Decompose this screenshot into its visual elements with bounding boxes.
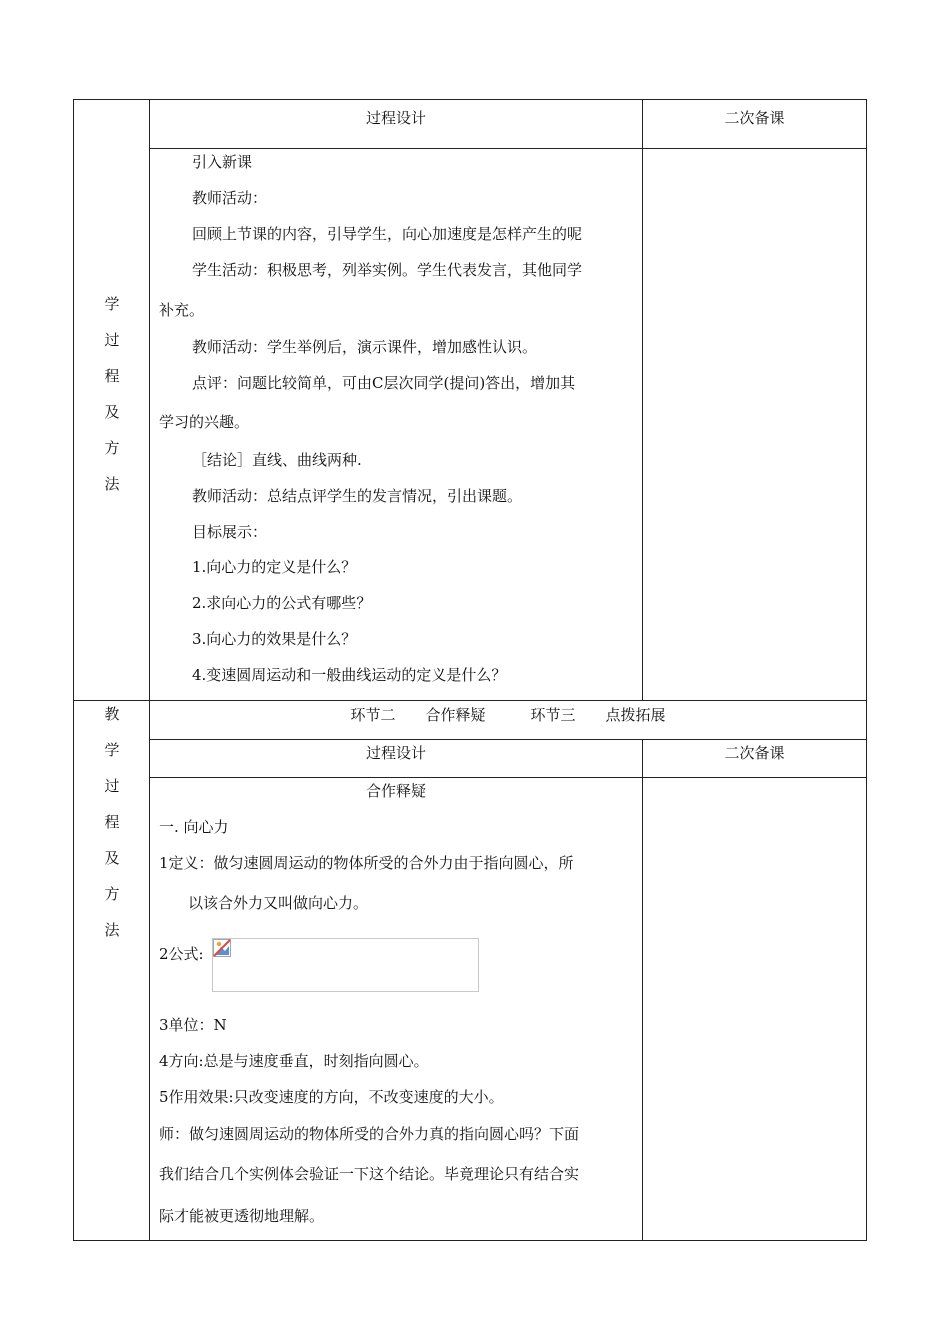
body-line: 际才能被更透彻地理解。	[159, 1207, 325, 1225]
side-label-char: 法	[104, 475, 120, 493]
body-line: 补充。	[159, 301, 205, 319]
column-divider-backup-2	[642, 739, 643, 1241]
side-label-char: 学	[104, 741, 120, 759]
broken-image-icon	[213, 939, 231, 957]
side-label-section1	[102, 286, 122, 502]
body-line: 学生活动：积极思考，列举实例。学生代表发言，其他同学	[192, 261, 583, 279]
table-border-top	[73, 99, 867, 100]
body-line: 1.向心力的定义是什么？	[192, 558, 357, 576]
body-line: 回顾上节课的内容，引导学生，向心加速度是怎样产生的呢	[192, 225, 583, 243]
column-divider-backup-1	[642, 99, 643, 701]
header-secondary-prep: 二次备课	[724, 744, 785, 762]
body-line: 点评：问题比较简单，可由C层次同学(提问)答出，增加其	[192, 374, 576, 392]
body-line: 我们结合几个实例体会验证一下这个结论。毕竟理论只有结合实	[159, 1165, 580, 1183]
side-label-char: 及	[104, 849, 120, 867]
header-process-design: 过程设计	[365, 109, 426, 127]
body-line: 4.变速圆周运动和一般曲线运动的定义是什么？	[192, 666, 507, 684]
body-line: 一. 向心力	[159, 818, 229, 836]
body-line: 教师活动：	[192, 189, 268, 207]
row-divider-header2	[149, 777, 867, 778]
body-line: 引入新课	[192, 153, 253, 171]
stage-title: 环节二 合作释疑 环节三 点拨拓展	[350, 706, 666, 724]
side-label-char: 程	[104, 813, 120, 831]
body-line: 教师活动：总结点评学生的发言情况，引出课题。	[192, 487, 523, 505]
body-line: 以该合外力又叫做向心力。	[188, 894, 369, 912]
side-label-section2	[102, 696, 122, 948]
side-label-char: 过	[104, 777, 120, 795]
side-label-char: 方	[104, 885, 120, 903]
body-line: 1定义：做匀速圆周运动的物体所受的合外力由于指向圆心，所	[159, 854, 574, 872]
table-border-left	[73, 99, 74, 1241]
header-process-design: 过程设计	[365, 744, 426, 762]
body-line: 4方向:总是与速度垂直，时刻指向圆心。	[159, 1052, 429, 1070]
side-label-char: 方	[104, 439, 120, 457]
row-divider-stage	[149, 739, 867, 740]
table-border-bottom	[73, 1240, 867, 1241]
body-line: 学习的兴趣。	[159, 413, 250, 431]
body-line: 2.求向心力的公式有哪些？	[192, 594, 372, 612]
column-divider-label	[149, 99, 150, 1241]
body-line: 3单位：N	[159, 1016, 227, 1034]
body-line: 2公式:	[159, 945, 204, 963]
table-border-right	[866, 99, 867, 1241]
body-line: 目标展示：	[192, 523, 268, 541]
side-label-char: 程	[104, 367, 120, 385]
side-label-char: 教	[104, 705, 120, 723]
body-line: 3.向心力的效果是什么？	[192, 630, 357, 648]
body-line: ［结论］直线、曲线两种.	[192, 451, 362, 469]
body-line: 教师活动：学生举例后，演示课件，增加感性认识。	[192, 338, 538, 356]
header-secondary-prep: 二次备课	[724, 109, 785, 127]
row-divider-header1	[149, 148, 867, 149]
body-line: 师：做匀速圆周运动的物体所受的合外力真的指向圆心吗？下面	[159, 1125, 580, 1143]
side-label-char: 法	[104, 921, 120, 939]
section-subtitle: 合作释疑	[365, 782, 426, 800]
side-label-char: 及	[104, 403, 120, 421]
side-label-char: 过	[104, 331, 120, 349]
side-label-char: 学	[104, 295, 120, 313]
formula-image-placeholder	[212, 938, 479, 992]
row-divider-section	[73, 700, 867, 701]
body-line: 5作用效果:只改变速度的方向，不改变速度的大小。	[159, 1088, 504, 1106]
